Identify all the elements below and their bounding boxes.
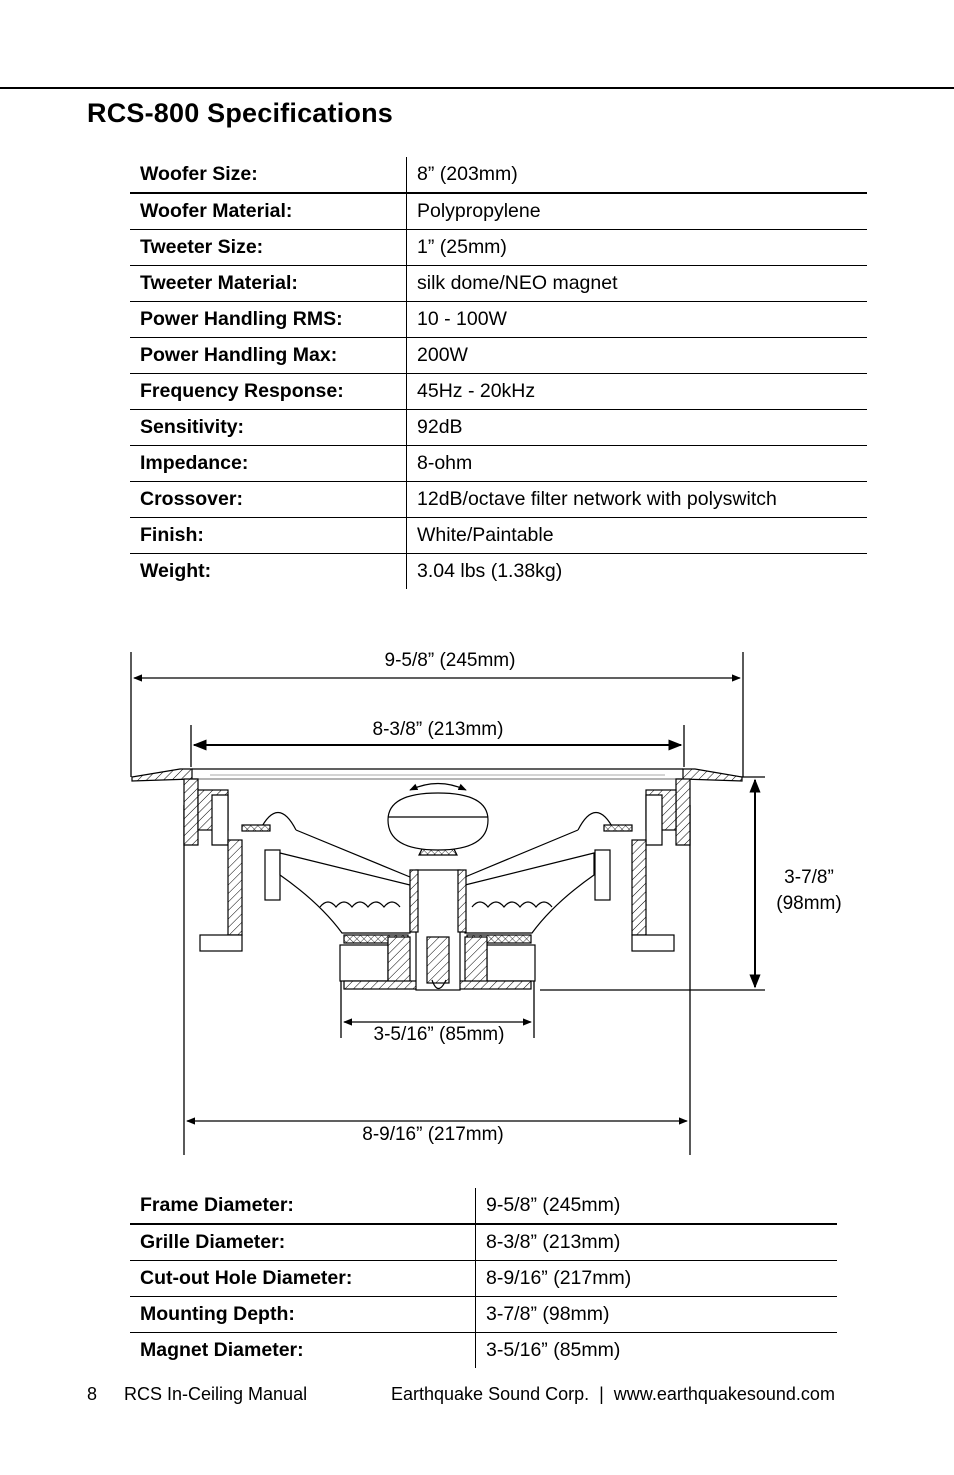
dimension-value: 8-3/8” (213mm) <box>476 1224 838 1261</box>
speaker-dimension-diagram <box>120 645 860 1165</box>
spec-value: 45Hz - 20kHz <box>407 374 868 410</box>
table-row <box>130 266 867 302</box>
table-row <box>130 482 867 518</box>
dimension-label: Frame Diameter: <box>140 1194 294 1216</box>
spec-label: Tweeter Size: <box>130 230 407 266</box>
spec-label: Sensitivity: <box>130 410 407 446</box>
table-row <box>130 1188 837 1224</box>
spec-value: 1” (25mm) <box>407 230 868 266</box>
cutout-dimension-label: 8-9/16” (217mm) <box>362 1124 504 1145</box>
depth-dimension-label-line2: (98mm) <box>776 893 842 914</box>
page-number: 8 <box>87 1384 98 1404</box>
dimension-label: Mounting Depth: <box>130 1297 476 1333</box>
dimension-value: 8-9/16” (217mm) <box>476 1261 838 1297</box>
dimension-value: 3-5/16” (85mm) <box>476 1333 838 1369</box>
speaker-drawing <box>132 769 742 990</box>
table-row <box>130 446 867 482</box>
spec-value: 12dB/octave filter network with polyswitch <box>407 482 868 518</box>
dimension-label: Grille Diameter: <box>130 1224 476 1261</box>
top-rule <box>0 87 954 89</box>
spec-value: silk dome/NEO magnet <box>407 266 868 302</box>
specifications-table <box>130 157 867 589</box>
spec-label: Impedance: <box>130 446 407 482</box>
spec-label: Woofer Size: <box>140 163 258 185</box>
dimension-label: Magnet Diameter: <box>130 1333 476 1369</box>
spec-value: 8” (203mm) <box>407 157 868 193</box>
table-row <box>130 230 867 266</box>
spec-value: 10 - 100W <box>407 302 868 338</box>
dimensions-table <box>130 1188 837 1368</box>
spec-label: Tweeter Material: <box>130 266 407 302</box>
depth-dimension-label-line1: 3-7/8” <box>784 867 834 888</box>
spec-label: Frequency Response: <box>130 374 407 410</box>
spec-value: 200W <box>407 338 868 374</box>
table-row <box>130 1297 837 1333</box>
spec-label: Woofer Material: <box>130 193 407 230</box>
table-row <box>130 518 867 554</box>
table-row <box>130 554 867 590</box>
frame-dimension-label: 9-5/8” (245mm) <box>384 650 516 671</box>
table-row <box>130 157 867 193</box>
spec-label: Power Handling RMS: <box>130 302 407 338</box>
spec-value: 3.04 lbs (1.38kg) <box>407 554 868 590</box>
table-row <box>130 338 867 374</box>
spec-value: Polypropylene <box>407 193 868 230</box>
spec-label: Weight: <box>130 554 407 590</box>
table-row <box>130 1333 837 1369</box>
company-and-website: Earthquake Sound Corp. | www.earthquakesound.com <box>391 1384 835 1404</box>
table-row <box>130 302 867 338</box>
dimension-value: 3-7/8” (98mm) <box>476 1297 838 1333</box>
spec-value: 92dB <box>407 410 868 446</box>
dimension-value: 9-5/8” (245mm) <box>476 1188 838 1224</box>
magnet-dimension-label: 3-5/16” (85mm) <box>373 1024 505 1045</box>
table-row <box>130 374 867 410</box>
spec-value: White/Paintable <box>407 518 868 554</box>
spec-label: Crossover: <box>130 482 407 518</box>
manual-name: RCS In-Ceiling Manual <box>124 1384 308 1404</box>
spec-label: Power Handling Max: <box>130 338 407 374</box>
spec-label: Finish: <box>130 518 407 554</box>
table-row <box>130 1224 837 1261</box>
page-title: RCS-800 Specifications <box>87 98 394 128</box>
spec-value: 8-ohm <box>407 446 868 482</box>
table-row <box>130 1261 837 1297</box>
grille-dimension-label: 8-3/8” (213mm) <box>372 719 504 740</box>
dimension-label: Cut-out Hole Diameter: <box>130 1261 476 1297</box>
table-row <box>130 193 867 230</box>
table-row <box>130 410 867 446</box>
